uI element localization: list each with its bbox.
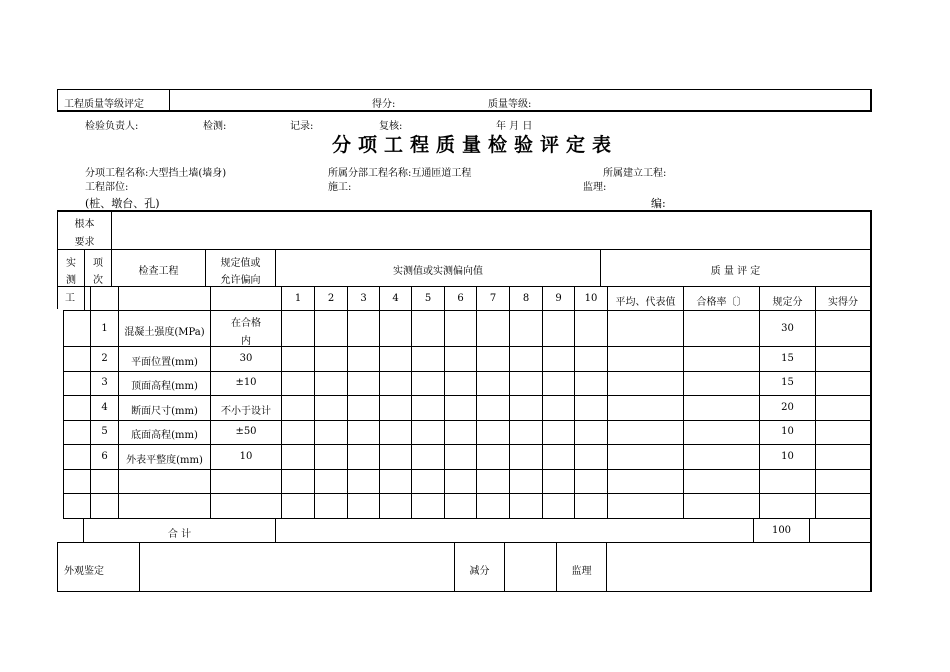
col-number-4: 4 bbox=[392, 293, 399, 304]
appearance-div-1 bbox=[139, 542, 140, 592]
col-number-6: 6 bbox=[457, 293, 464, 304]
grade-label: 质量等级: bbox=[488, 99, 532, 110]
col-number-2: 2 bbox=[327, 293, 335, 304]
item-col-1: 项 bbox=[93, 258, 103, 269]
grid-v-10 bbox=[476, 310, 477, 518]
location-label: 工程部位: bbox=[85, 182, 129, 193]
sub-div-c bbox=[118, 286, 119, 310]
avg-header: 平均、代表值 bbox=[615, 297, 676, 308]
basic-req-label-1: 根本 bbox=[74, 219, 95, 230]
grid-v-17 bbox=[815, 310, 816, 518]
grid-v-11 bbox=[509, 310, 510, 518]
pass-rate-header: 合格率〔〕 bbox=[696, 297, 747, 308]
measured-col-2: 测 bbox=[66, 275, 76, 286]
row-2-no: 2 bbox=[101, 353, 108, 364]
quality-grade-box bbox=[57, 89, 872, 112]
row-2-score: 15 bbox=[781, 353, 794, 364]
record-label: 记录: bbox=[290, 121, 314, 132]
appearance-div-3 bbox=[504, 542, 505, 592]
col-number-3: 3 bbox=[360, 293, 367, 304]
grid-left bbox=[63, 310, 64, 518]
row-2-spec: 30 bbox=[239, 353, 253, 364]
col-number-5: 5 bbox=[424, 293, 432, 304]
builder-label: 施工: bbox=[328, 182, 352, 193]
row-line-7 bbox=[63, 493, 871, 494]
date-label: 年 月 日 bbox=[496, 121, 533, 132]
parent-project: 所属分部工程名称:互通匝道工程 bbox=[328, 168, 472, 179]
col-number-10: 10 bbox=[584, 293, 598, 304]
row-5-spec: ±50 bbox=[235, 426, 257, 437]
quality-grade-divider bbox=[169, 90, 170, 111]
quality-grade-label: 工程质量等级评定 bbox=[64, 99, 144, 110]
total-label: 合 计 bbox=[167, 529, 192, 540]
row-3-no: 3 bbox=[101, 377, 108, 388]
deduction-label: 减分 bbox=[469, 566, 490, 577]
inspector-label: 检验负责人: bbox=[85, 121, 139, 132]
row-5-name: 底面高程(mm) bbox=[131, 430, 198, 441]
grid-v-9 bbox=[444, 310, 445, 518]
total-div-score-r bbox=[809, 518, 810, 542]
row-line-4 bbox=[63, 420, 871, 421]
grid-v-1 bbox=[90, 310, 91, 518]
row-4-spec: 不小于设计 bbox=[221, 406, 271, 417]
row-4-name: 断面尺寸(mm) bbox=[131, 406, 198, 417]
grid-v-5 bbox=[314, 310, 315, 518]
item-col-2: 次 bbox=[93, 275, 103, 286]
appearance-label: 外观鉴定 bbox=[64, 566, 104, 577]
construction-project: 所属建立工程: bbox=[603, 168, 667, 179]
std-score-header: 规定分 bbox=[772, 297, 803, 308]
row-6-no: 6 bbox=[101, 451, 108, 462]
header-bottom bbox=[57, 286, 871, 287]
row-4-no: 4 bbox=[101, 402, 108, 413]
page-title: 分项工程质量检验评定表 bbox=[331, 134, 618, 156]
row-3-spec: ±10 bbox=[235, 377, 257, 388]
table-right-border bbox=[870, 210, 872, 592]
measured-col-1: 实 bbox=[66, 258, 76, 269]
basic-req-bottom bbox=[57, 249, 871, 250]
row-1-score: 30 bbox=[781, 323, 794, 334]
grid-v-13 bbox=[574, 310, 575, 518]
grid-v-6 bbox=[347, 310, 348, 518]
grid-v-16 bbox=[759, 310, 760, 518]
row-2-name: 平面位置(mm) bbox=[131, 357, 198, 368]
grid-v-14 bbox=[607, 310, 608, 518]
pile-note: (桩、墩台、孔) bbox=[85, 197, 160, 210]
score-label: 得分: bbox=[372, 99, 396, 110]
row-line-8 bbox=[63, 518, 871, 519]
project-name: 分项工程名称:大型挡土墙(墙身) bbox=[85, 168, 227, 179]
row-6-score: 10 bbox=[781, 451, 794, 462]
check-item-header: 检查工程 bbox=[138, 266, 179, 277]
appearance-div-5 bbox=[606, 542, 607, 592]
grid-v-12 bbox=[542, 310, 543, 518]
total-bottom bbox=[57, 542, 871, 543]
row-1-spec-2: 内 bbox=[241, 336, 251, 347]
col-number-1: 1 bbox=[294, 293, 302, 304]
table-bottom-border bbox=[57, 591, 872, 592]
table-top-border bbox=[57, 210, 872, 212]
supervisor-label: 监理 bbox=[571, 566, 592, 577]
total-div-mid bbox=[275, 518, 276, 542]
sub-div-b bbox=[90, 286, 91, 310]
subheader-bottom bbox=[63, 310, 871, 311]
row-6-name: 外表平整度(mm) bbox=[126, 455, 203, 466]
row-1-name: 混凝土强度(MPa) bbox=[124, 327, 205, 338]
row-6-spec: 10 bbox=[239, 451, 253, 462]
col-number-9: 9 bbox=[555, 293, 562, 304]
basic-req-divider bbox=[111, 211, 112, 249]
quality-header: 质 量 评 定 bbox=[710, 266, 761, 277]
appearance-left bbox=[57, 542, 58, 592]
spec-header-2: 允许偏向 bbox=[220, 275, 261, 286]
review-label: 复核: bbox=[379, 121, 403, 132]
row-4-score: 20 bbox=[781, 402, 794, 413]
row-line-6 bbox=[63, 469, 871, 470]
basic-req-label-2: 要求 bbox=[74, 237, 95, 248]
row-line-1 bbox=[63, 346, 871, 347]
sub-div-d bbox=[210, 286, 211, 310]
grid-v-7 bbox=[379, 310, 380, 518]
project-cut-label: 工 bbox=[65, 293, 75, 304]
row-1-spec-1: 在合格 bbox=[231, 318, 261, 329]
col-number-7: 7 bbox=[489, 293, 497, 304]
row-1-no: 1 bbox=[101, 323, 108, 334]
grid-v-4 bbox=[281, 310, 282, 518]
supervision-label: 监理: bbox=[583, 182, 607, 193]
spec-header-1: 规定值或 bbox=[220, 258, 261, 269]
row-5-score: 10 bbox=[781, 426, 794, 437]
grid-v-15 bbox=[683, 310, 684, 518]
row-5-no: 5 bbox=[101, 426, 108, 437]
grid-v-8 bbox=[411, 310, 412, 518]
actual-score-header: 实得分 bbox=[828, 297, 858, 308]
total-score: 100 bbox=[771, 525, 792, 536]
row-line-5 bbox=[63, 444, 871, 445]
sub-div-a bbox=[84, 286, 85, 310]
measured-header: 实测值或实测偏向值 bbox=[393, 266, 483, 277]
col-number-8: 8 bbox=[522, 293, 530, 304]
row-line-2 bbox=[63, 371, 871, 372]
test-label: 检测: bbox=[203, 121, 227, 132]
row-3-name: 顶面高程(mm) bbox=[131, 381, 198, 392]
row-3-score: 15 bbox=[781, 377, 794, 388]
row-line-3 bbox=[63, 395, 871, 396]
number-label: 编: bbox=[651, 197, 666, 210]
